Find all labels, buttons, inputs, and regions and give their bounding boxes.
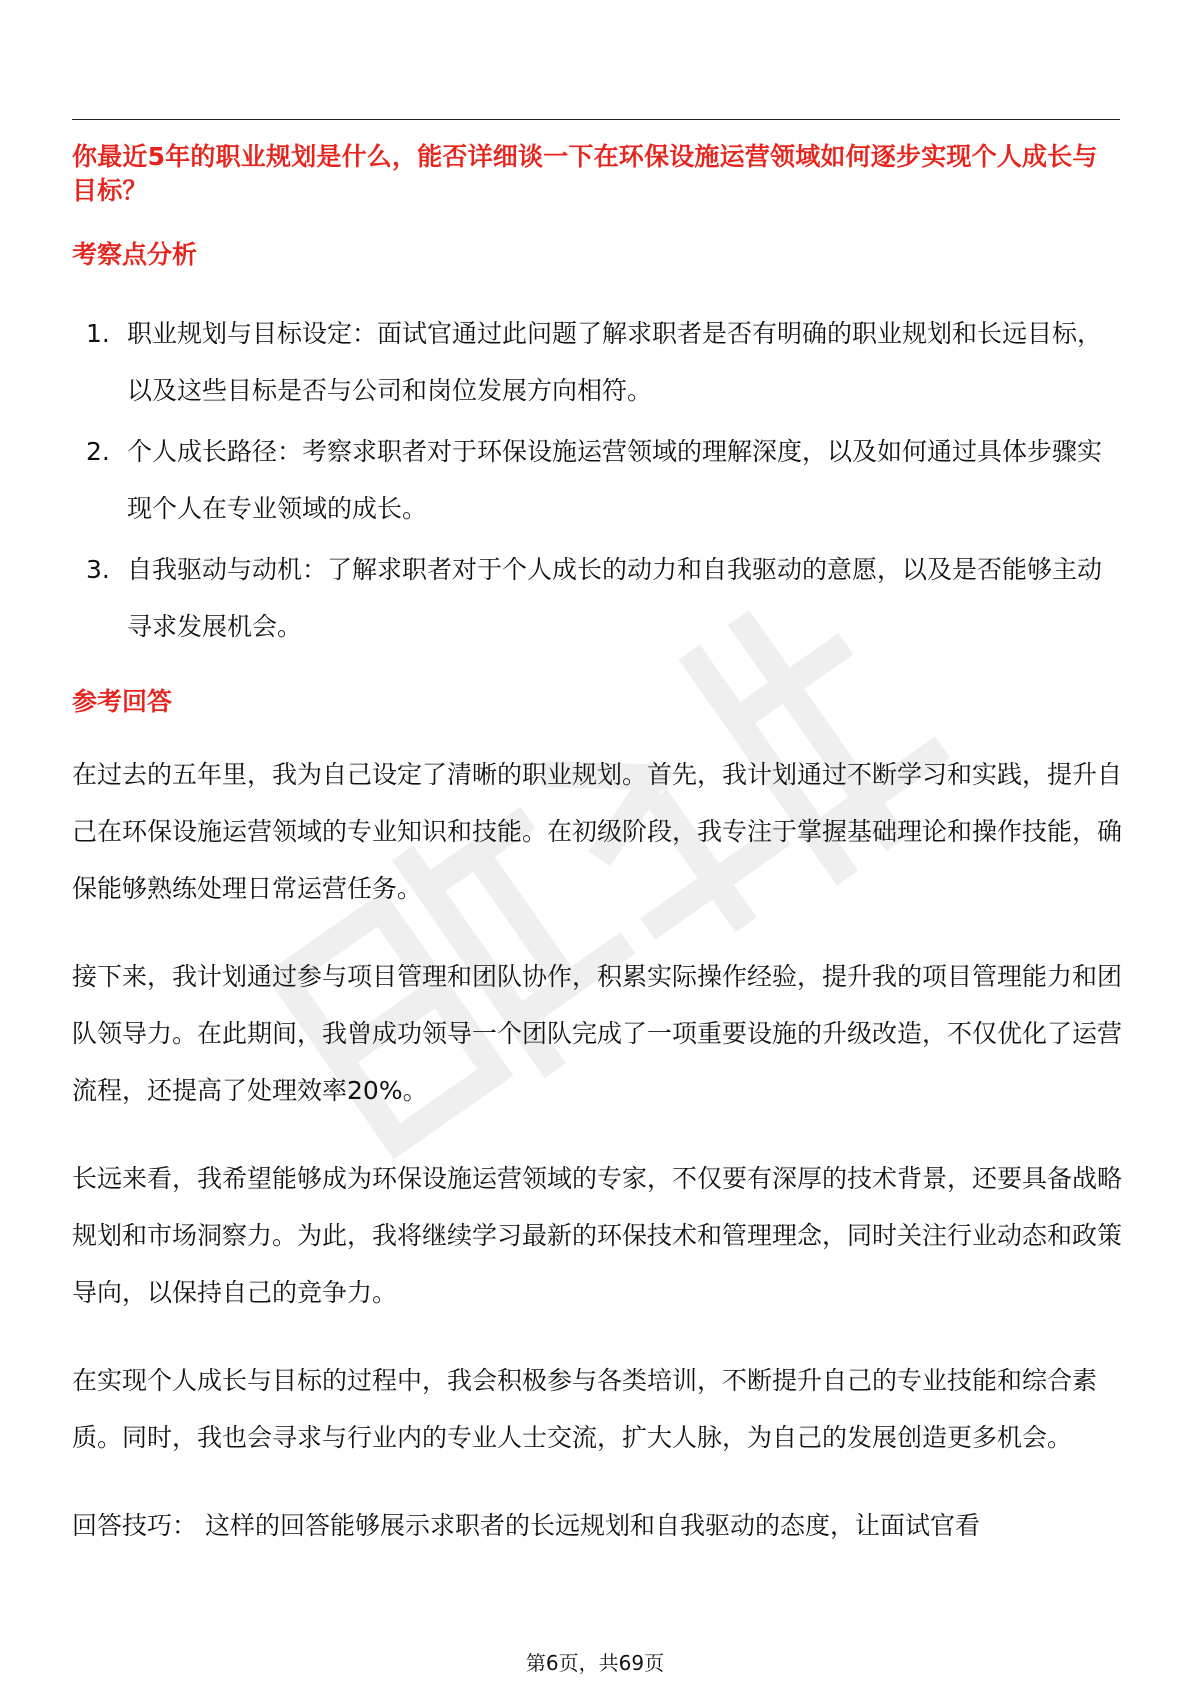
list-item-number: 3. (86, 555, 110, 584)
list-item-number: 1. (86, 319, 110, 348)
list-item-text: 个人成长路径：考察求职者对于环保设施运营领域的理解深度，以及如何通过具体步骤实现个人在专业领域的成长。 (127, 437, 1103, 523)
list-item-text: 自我驱动与动机：了解求职者对于个人成长的动力和自我驱动的意愿，以及是否能够主动寻求发展机会。 (127, 555, 1103, 641)
list-item (72, 541, 1122, 655)
answer-paragraph: 在过去的五年里，我为自己设定了清晰的职业规划。首先，我计划通过不断学习和实践，提升自己在环保设施运营领域的专业知识和技能。在初级阶段，我专注于掌握基础理论和操作技能，确保能够熟练处理日常运营任务。 (72, 760, 1123, 903)
document-content (72, 140, 1122, 1554)
analysis-section-title: 考察点分析 (72, 240, 198, 269)
list-item (72, 305, 1122, 419)
answer-paragraph: 在实现个人成长与目标的过程中，我会积极参与各类培训，不断提升自己的专业技能和综合素质。同时，我也会寻求与行业内的专业人士交流，扩大人脉，为自己的发展创造更多机会。 (72, 1366, 1098, 1452)
answer-paragraph: 接下来，我计划通过参与项目管理和团队协作，积累实际操作经验，提升我的项目管理能力和团队领导力。在此期间，我曾成功领导一个团队完成了一项重要设施的升级改造，不仅优化了运营流程，还提高了处理效率20%。 (72, 962, 1123, 1105)
list-item-number: 2. (86, 437, 110, 466)
question-heading: 你最近5年的职业规划是什么，能否详细谈一下在环保设施运营领域如何逐步实现个人成长与目标？ (72, 142, 1098, 205)
answer-tip-paragraph: 回答技巧： 这样的回答能够展示求职者的长远规划和自我驱动的态度，让面试官看 (72, 1511, 980, 1540)
header-rule (72, 119, 1120, 120)
answer-paragraph: 长远来看，我希望能够成为环保设施运营领域的专家，不仅要有深厚的技术背景，还要具备战略规划和市场洞察力。为此，我将继续学习最新的环保技术和管理理念，同时关注行业动态和政策导向，以保持自己的竞争力。 (72, 1164, 1123, 1307)
analysis-points-list (72, 305, 1122, 655)
list-item (72, 423, 1122, 537)
page-number-footer: 第6页，共69页 (525, 1651, 665, 1675)
list-item-text: 职业规划与目标设定：面试官通过此问题了解求职者是否有明确的职业规划和长远目标，以及这些目标是否与公司和岗位发展方向相符。 (127, 319, 1103, 405)
answer-section-title: 参考回答 (72, 687, 173, 716)
